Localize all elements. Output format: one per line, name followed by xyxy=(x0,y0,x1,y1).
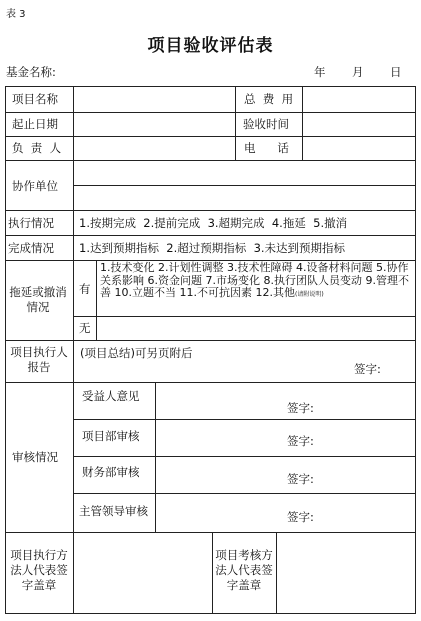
review-inner-line xyxy=(73,456,416,457)
review-label: 审核情况 xyxy=(12,450,58,464)
exec-legal-rep-label: 项目执行方法人代表签字盖章 xyxy=(10,548,68,592)
none-option[interactable]: 无 xyxy=(79,321,91,335)
row-divider xyxy=(5,382,416,383)
col-divider xyxy=(235,86,236,160)
review-item-beneficiary: 受益人意见 xyxy=(82,389,140,403)
phone-label: 电 话 xyxy=(244,141,289,155)
person-in-charge-label: 负 责 人 xyxy=(12,141,62,155)
person-in-charge-field[interactable] xyxy=(74,137,234,159)
review-inner-line xyxy=(73,493,416,494)
exec-report-signature[interactable]: 签字: xyxy=(354,362,381,376)
coop-unit-field[interactable] xyxy=(74,161,415,209)
exec-report-label: 项目执行人报告 xyxy=(10,345,68,374)
review-item-supervisor: 主管领导审核 xyxy=(79,504,148,518)
exec-report-note: (项目总结)可另页附后 xyxy=(80,346,193,360)
phone-field[interactable] xyxy=(303,137,415,159)
exec-status-label: 执行情况 xyxy=(8,216,54,230)
start-end-date-field[interactable] xyxy=(74,113,234,135)
review-inner-line xyxy=(73,419,416,420)
delay-reasons xyxy=(100,262,414,302)
project-name-field[interactable] xyxy=(74,87,234,111)
coop-unit-label: 协作单位 xyxy=(12,179,58,193)
row-divider xyxy=(5,210,416,211)
day-label: 日 xyxy=(390,65,402,79)
eval-legal-rep-label: 项目考核方法人代表签字盖章 xyxy=(215,548,273,592)
col-divider xyxy=(96,260,97,340)
review-signature[interactable]: 签字: xyxy=(287,510,314,524)
has-option[interactable]: 有 xyxy=(79,282,91,296)
total-cost-label: 总 费 用 xyxy=(244,92,294,106)
exec-status-options[interactable]: 1.按期完成 2.提前完成 3.超期完成 4.拖延 5.撤消 xyxy=(79,216,348,230)
page-title: 项目验收评估表 xyxy=(147,36,274,56)
col-divider xyxy=(155,382,156,532)
delay-reasons-text: 1.技术变化 2.计划性调整 3.技术性障碍 4.设备材料问题 5.协作关系影响 6.资金问题 7.市场变化 8.执行团队人员变动 9.管理不善 10.立题不当 11.不可抗因素 12.其他 xyxy=(100,261,409,299)
completion-status-options[interactable]: 1.达到预期指标 2.超过预期指标 3.未达到预期指标 xyxy=(79,241,346,255)
total-cost-field[interactable] xyxy=(303,87,415,111)
row-divider xyxy=(5,235,416,236)
project-name-label: 项目名称 xyxy=(12,92,58,106)
delay-cancel-label: 拖延或撤消情况 xyxy=(9,285,67,314)
delay-inner-line xyxy=(73,316,416,317)
acceptance-time-field[interactable] xyxy=(303,113,415,135)
row-divider xyxy=(5,340,416,341)
completion-status-label: 完成情况 xyxy=(8,241,54,255)
month-label: 月 xyxy=(352,65,364,79)
fund-name-label: 基金名称: xyxy=(6,65,56,79)
eval-legal-rep-signature-area[interactable] xyxy=(277,533,415,613)
delay-reasons-note: (请附说明) xyxy=(294,291,324,298)
table-number: 表 3 xyxy=(6,9,26,20)
review-item-project-dept: 项目部审核 xyxy=(82,429,140,443)
review-signature[interactable]: 签字: xyxy=(287,472,314,486)
review-item-finance-dept: 财务部审核 xyxy=(82,465,140,479)
review-signature[interactable]: 签字: xyxy=(287,401,314,415)
review-signature[interactable]: 签字: xyxy=(287,434,314,448)
acceptance-time-label: 验收时间 xyxy=(243,117,289,131)
year-label: 年 xyxy=(314,65,326,79)
exec-legal-rep-signature-area[interactable] xyxy=(74,533,211,613)
start-end-date-label: 起止日期 xyxy=(12,117,58,131)
